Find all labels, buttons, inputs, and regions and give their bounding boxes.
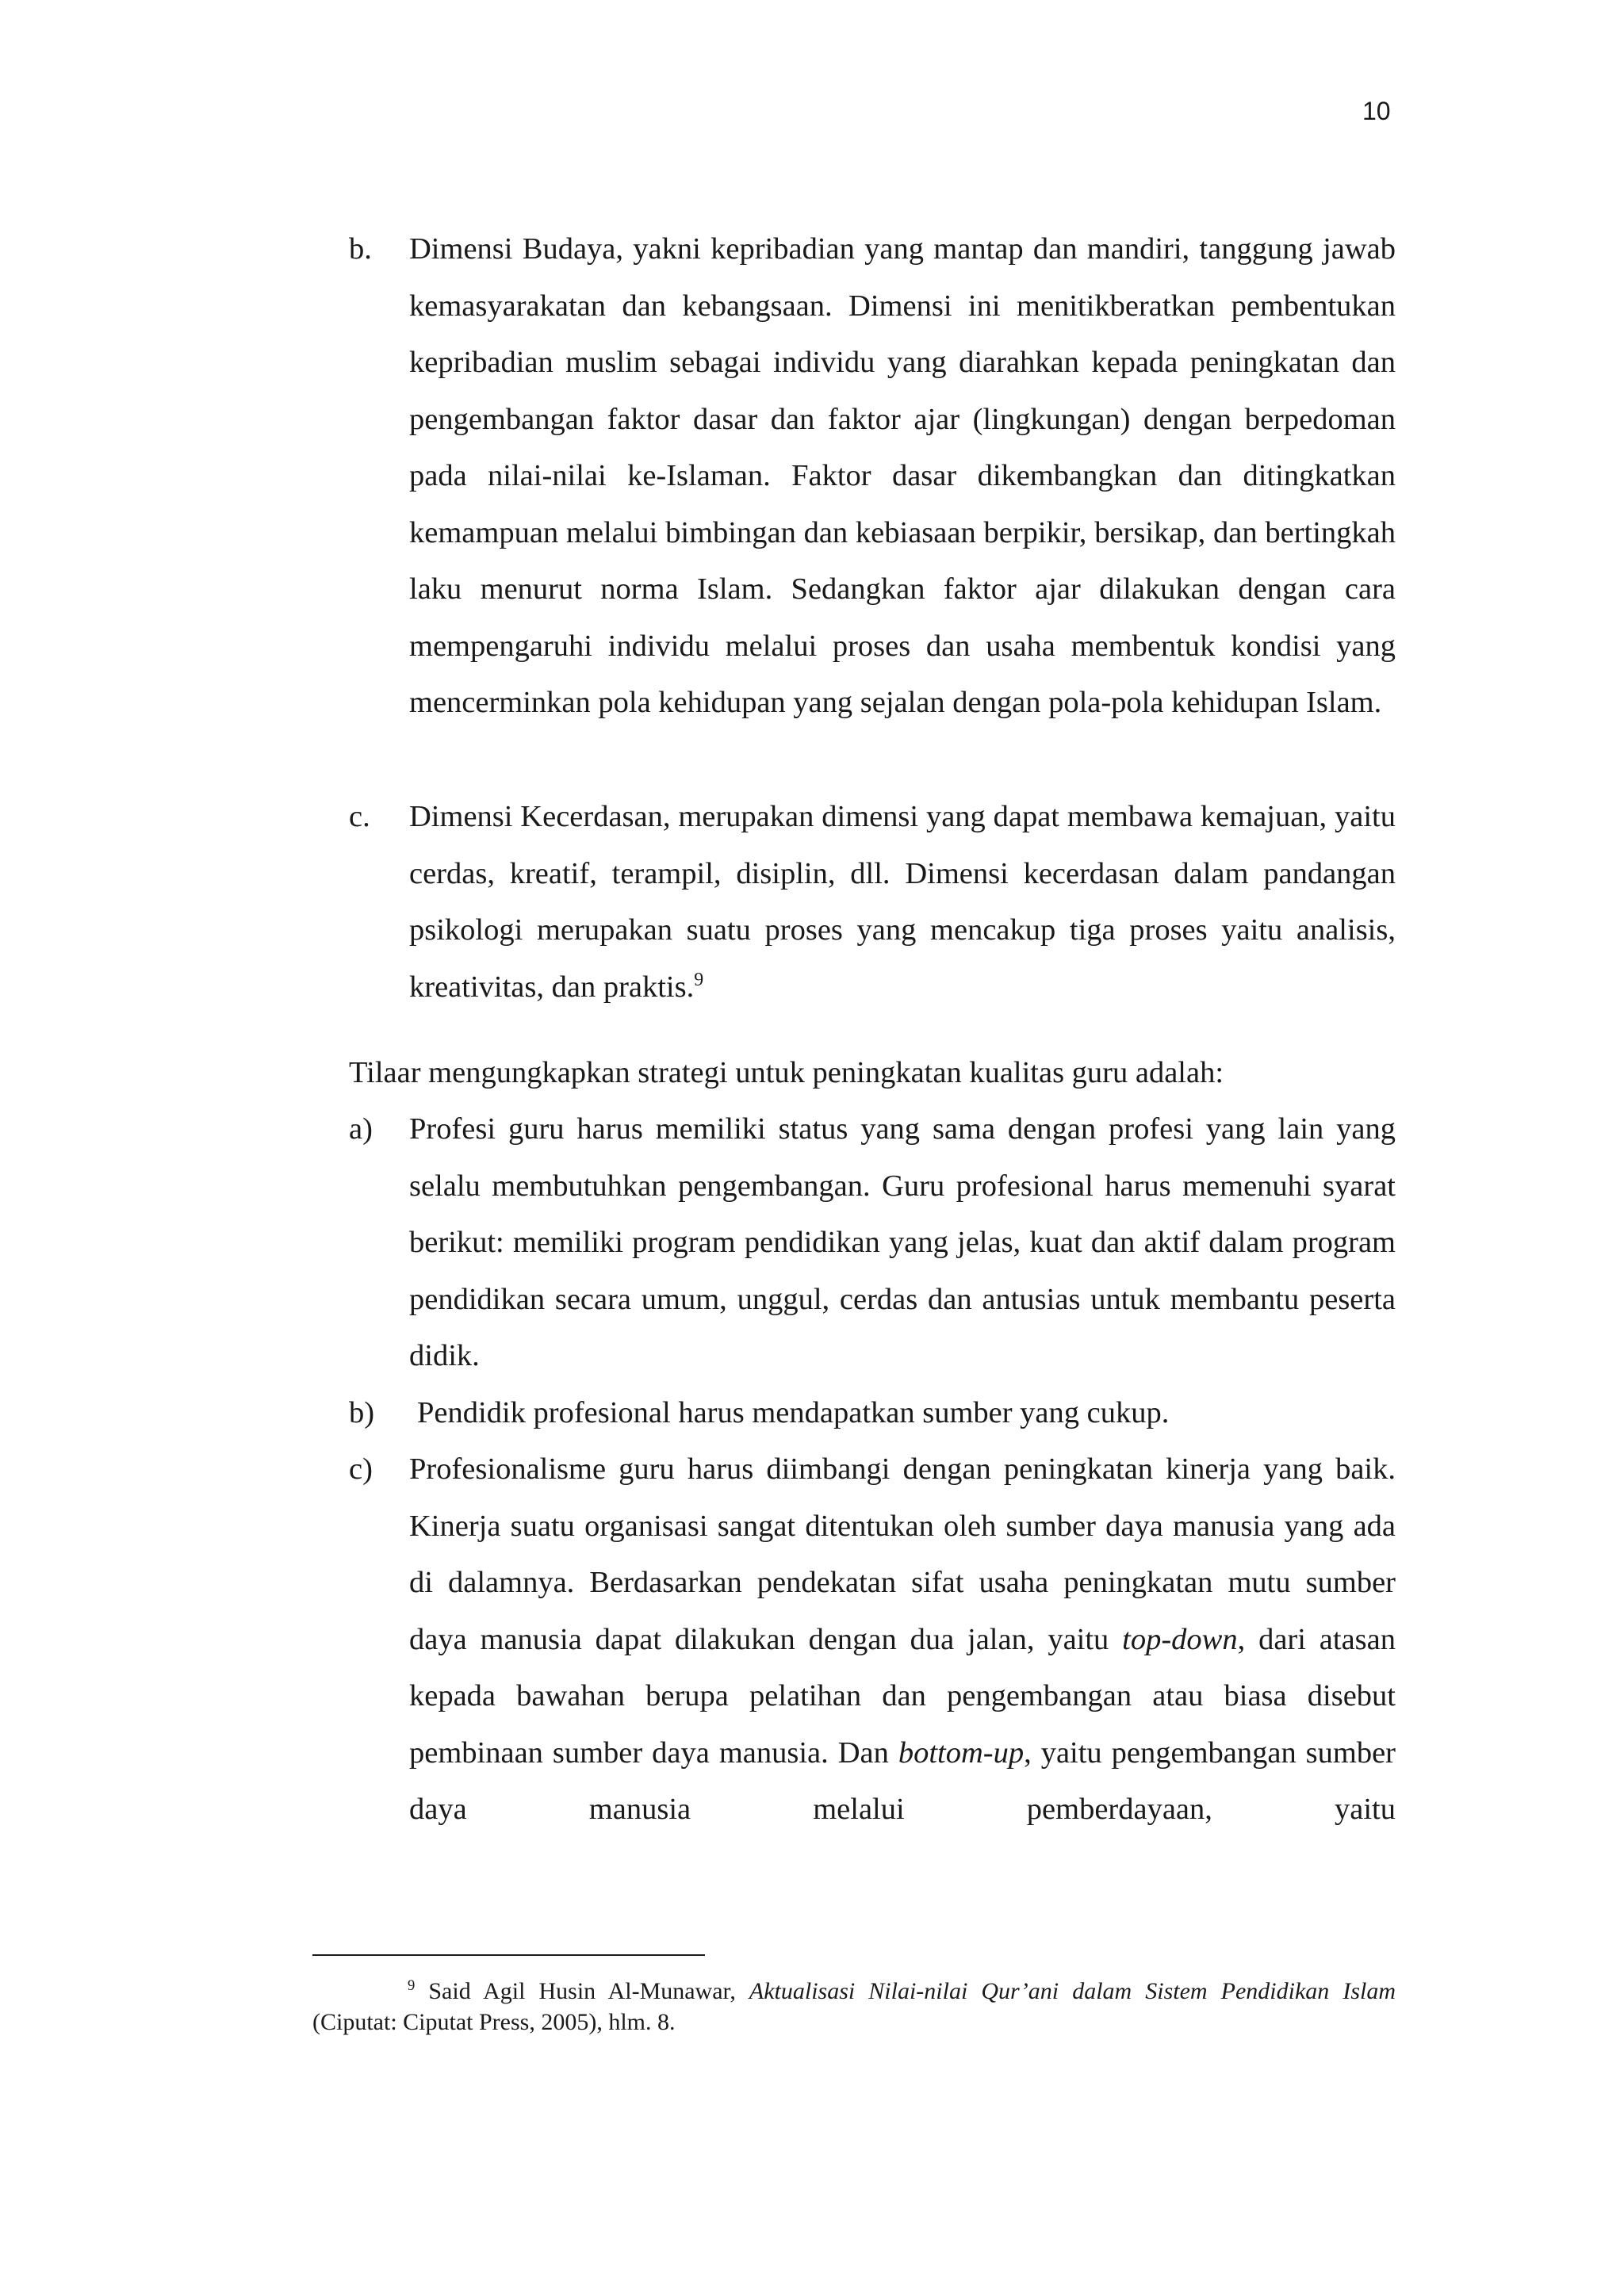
footnote-reference: 9: [694, 969, 704, 990]
list-item-text: Dimensi Budaya, yakni kepribadian yang mantap dan mandiri, tanggung jawab kemasyarakatan dan kebangsaan. Dimensi ini menitikberatkan pembentukan kepribadian muslim sebagai individu yang diarahkan kepada peningkatan dan pengembangan faktor dasar dan faktor ajar (lingkungan) dengan berpedoman pada nilai-nilai ke-Islaman. Faktor dasar dikembangkan dan ditingkatkan kemampuan melalui bimbingan dan kebiasaan berpikir, bersikap, dan bertingkah laku menurut norma Islam. Sedangkan faktor ajar dilakukan dengan cara mempengaruhi individu melalui proses dan usaha membentuk kondisi yang mencerminkan pola kehidupan yang sejalan dengan pola-pola kehidupan Islam.: [409, 232, 1396, 719]
footnote-publication: (Ciputat: Ciputat Press, 2005), hlm. 8.: [312, 2009, 676, 2035]
list-marker: b.: [349, 232, 372, 266]
footnote-separator: [312, 1954, 705, 1956]
list-item-text-part: , dari atasan kepada bawahan berupa pelatihan dan pengembangan atau biasa disebut pembinaan sumber daya manusia. Dan: [409, 1622, 1396, 1770]
intro-paragraph: Tilaar mengungkapkan strategi untuk peningkatan kualitas guru adalah:: [349, 1056, 1224, 1089]
footnote-author: Said Agil Husin Al-Munawar,: [428, 1978, 749, 2004]
italic-term: bottom-up: [898, 1735, 1025, 1770]
list-item-text: [409, 789, 1396, 1016]
list-item-text: Profesi guru harus memiliki status yang sama dengan profesi yang lain yang selalu membutuhkan pengembangan. Guru profesional harus memenuhi syarat berikut: memiliki program pendidikan yang jelas, kuat dan aktif dalam program pendidikan secara umum, unggul, cerdas dan antusias untuk membantu peserta didik.: [409, 1112, 1396, 1372]
list-marker: c.: [349, 800, 370, 833]
footnote: [312, 1976, 1396, 2038]
list-marker: c): [349, 1452, 373, 1486]
list-item-b-culture: [349, 221, 1396, 732]
list-item-c-professionalism: [349, 1441, 1396, 1839]
list-marker: b): [349, 1396, 375, 1429]
list-item-b-resources: [349, 1385, 1396, 1442]
page-number: 10: [1362, 97, 1391, 125]
footnote-number: 9: [408, 1977, 416, 1994]
list-item-text: [409, 1441, 1396, 1839]
list-item-a-profession: [349, 1101, 1396, 1385]
italic-term: top-down: [1122, 1622, 1238, 1656]
list-item-text: Pendidik profesional harus mendapatkan sumber yang cukup.: [417, 1396, 1170, 1429]
list-item-c-intelligence: [349, 789, 1396, 1016]
list-marker: a): [349, 1112, 373, 1146]
list-item-text-content: Dimensi Kecerdasan, merupakan dimensi yang dapat membawa kemajuan, yaitu cerdas, kreatif, terampil, disiplin, dll. Dimensi kecerdasan dalam pandangan psikologi merupakan suatu proses yang mencakup tiga proses yaitu analisis, kreativitas, dan praktis.: [409, 800, 1396, 1004]
footnote-title: Aktualisasi Nilai-nilai Qur’ani dalam Sistem Pendidikan Islam: [749, 1978, 1396, 2004]
list-item-text-part: , yaitu pengembangan sumber daya manusia melalui pemberdayaan, yaitu: [409, 1735, 1396, 1826]
list-item-text-part: Profesionalisme guru harus diimbangi dengan peningkatan kinerja yang baik. Kinerja suatu organisasi sangat ditentukan oleh sumber daya manusia yang ada di dalamnya. Berdasarkan pendekatan sifat usaha peningkatan mutu sumber daya manusia dapat dilakukan dengan dua jalan, yaitu: [409, 1452, 1396, 1656]
